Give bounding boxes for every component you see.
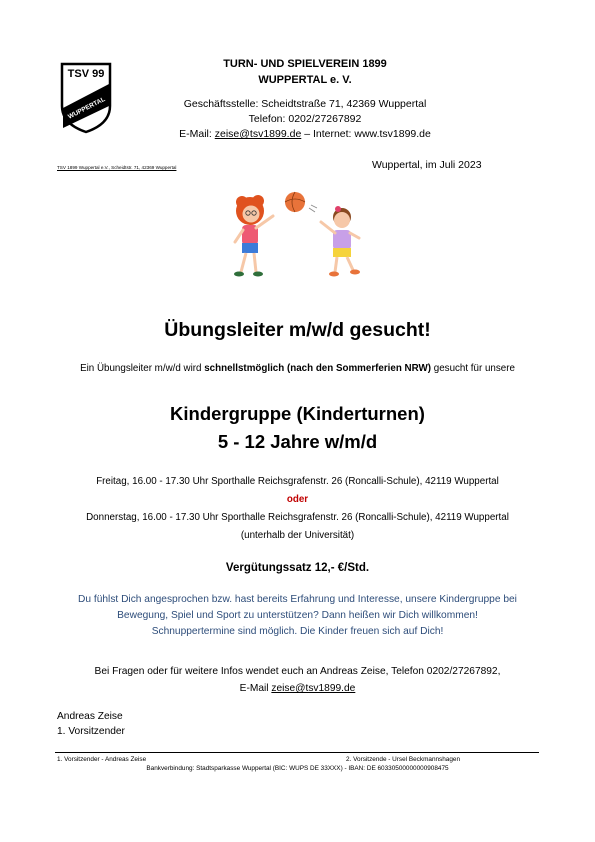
email-prefix: E-Mail: (179, 128, 215, 140)
kids-playing-illustration (225, 186, 365, 286)
office-address: Geschäftsstelle: Scheidtstraße 71, 42369 Wuppertal (183, 98, 427, 110)
contact-line-1: Bei Fragen oder für weitere Infos wendet euch an Andreas Zeise, Telefon 0202/27267892, (94, 666, 501, 677)
slot-thursday: Donnerstag, 16.00 - 17.30 Uhr Sporthalle Reichsgrafenstr. 26 (Roncalli-Schule), 42119 Wuppertal (86, 512, 509, 523)
logo-top-text: TSV 99 (67, 68, 105, 80)
place-date: Wuppertal, im Juli 2023 (372, 159, 482, 171)
footer-chair: 1. Vorsitzender - Andreas Zeise (57, 756, 147, 763)
pitch-line-2: Bewegung, Spiel und Sport zu unterstützen? Dann heißen wir Dich willkommen! (117, 610, 478, 621)
or-separator: oder (286, 494, 309, 505)
slot-thursday-note: (unterhalb der Universität) (240, 530, 355, 541)
header-email-link[interactable]: zeise@tsv1899.de (214, 128, 302, 140)
sender-line: TSV 1899 Wuppertal e.V., Scheidtstr. 71, 42369 Wuppertal (57, 165, 177, 170)
contact-line (130, 128, 480, 140)
intro-part-1: Ein Übungsleiter m/w/d wird (80, 363, 205, 374)
group-title: Kindergruppe (Kinderturnen) (170, 403, 425, 424)
footer-divider (55, 752, 539, 753)
club-logo (58, 62, 114, 134)
contact-email-link[interactable]: zeise@tsv1899.de (271, 683, 356, 694)
logo-band-text: WUPPERTAL (66, 95, 107, 121)
contact-email-prefix: E-Mail (239, 683, 272, 694)
signature-role: 1. Vorsitzender (57, 726, 125, 737)
pitch-line-1: Du fühlst Dich angesprochen bzw. hast bereits Erfahrung und Interesse, unsere Kindergruppe bei (78, 594, 517, 605)
contact-line-2 (30, 683, 565, 694)
signature-name: Andreas Zeise (57, 711, 123, 722)
pitch-line-3: Schnuppertermine sind möglich. Die Kinder freuen sich auf Dich! (151, 626, 444, 637)
intro-part-2: gesucht für unsere (431, 363, 515, 374)
footer-vice-chair: 2. Vorsitzende - Ursel Beckmannshagen (346, 756, 461, 763)
group-age: 5 - 12 Jahre w/m/d (217, 431, 378, 452)
footer-bank: Bankverbindung: Stadtsparkasse Wuppertal (BIC: WUPS DE 33XXX) - IBAN: DE 60330500000000908475 (146, 765, 449, 772)
headline: Übungsleiter m/w/d gesucht! (164, 319, 431, 341)
intro-emphasis: schnellstmöglich (nach den Sommerferien NRW) (204, 363, 432, 374)
org-name-line-2: WUPPERTAL e. V. (258, 74, 352, 86)
pay-rate: Vergütungssatz 12,- €/Std. (225, 562, 370, 574)
web-text: – Internet: www.tsv1899.de (301, 128, 431, 140)
slot-friday: Freitag, 16.00 - 17.30 Uhr Sporthalle Reichsgrafenstr. 26 (Roncalli-Schule), 42119 Wuppertal (96, 476, 499, 487)
intro-text (30, 363, 565, 374)
office-phone: Telefon: 0202/27267892 (248, 113, 362, 125)
org-name-line-1: TURN- UND SPIELVEREIN 1899 (223, 58, 387, 70)
